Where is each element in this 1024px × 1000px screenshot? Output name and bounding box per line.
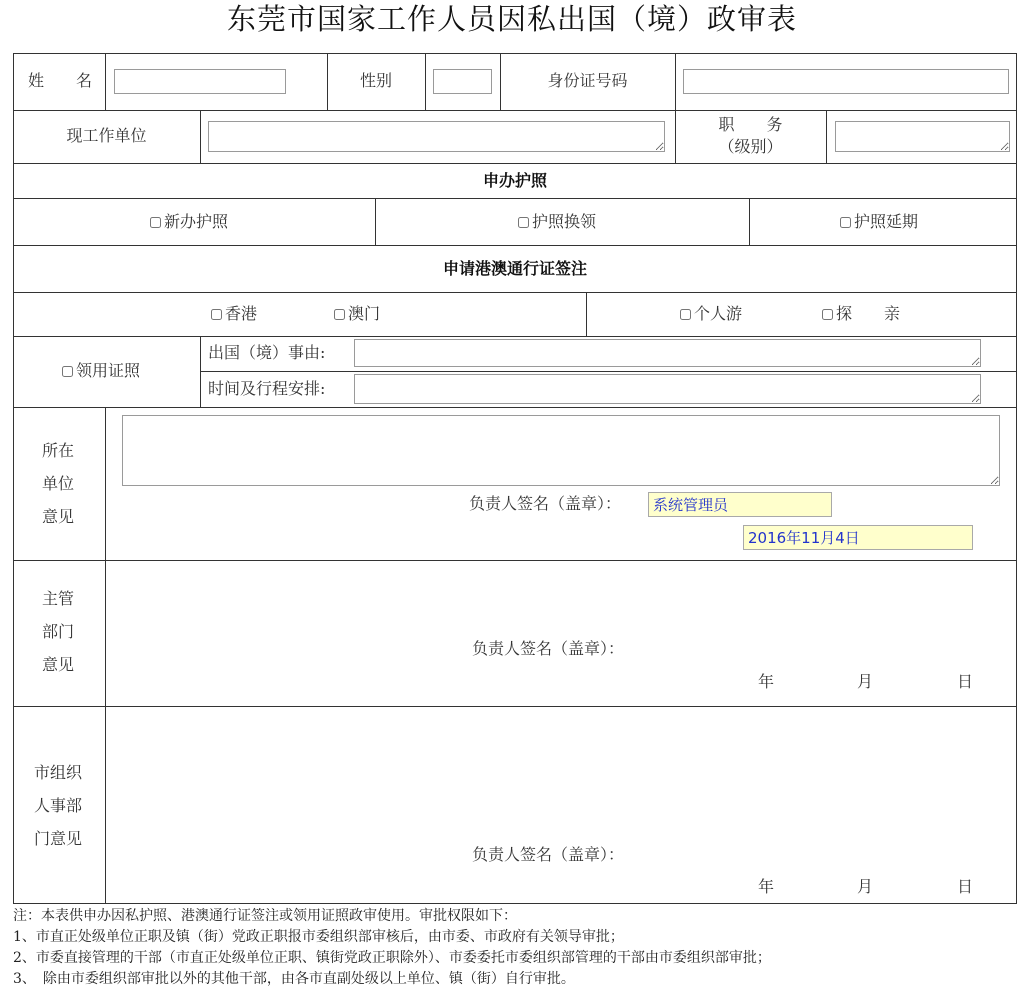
hongkong-option[interactable]: [211, 304, 257, 324]
passport-extension-label: 护照延期: [854, 212, 919, 231]
travel-reason-label: 出国（境）事由:: [208, 343, 326, 362]
org-month-label: 月: [857, 877, 874, 896]
row-divider: [13, 198, 1017, 199]
col-divider: [425, 53, 426, 110]
note-item: 1、市直正处级单位正职及镇（街）党政正职报市委组织部审核后，由市委、市政府有关领导审批；: [13, 929, 624, 945]
org-signature-label: 负责人签名（盖章）：: [472, 845, 625, 864]
col-divider: [105, 53, 106, 110]
name-label: 姓 名: [28, 71, 93, 90]
org-opinion-label-line: 人事部: [33, 796, 82, 815]
new-passport-label: 新办护照: [164, 212, 229, 231]
org-opinion-label-line: 门意见: [33, 829, 82, 848]
org-year-label: 年: [758, 877, 775, 896]
org-opinion-label-line: 市组织: [33, 763, 82, 782]
macau-checkbox[interactable]: [334, 309, 345, 320]
macau-option[interactable]: [334, 304, 380, 324]
org-opinion-label: [13, 756, 103, 855]
hongkong-label: 香港: [225, 304, 258, 323]
row-divider: [13, 560, 1017, 561]
passport-renewal-label: 护照换领: [532, 212, 597, 231]
new-passport-option[interactable]: [150, 212, 228, 232]
passport-section-header: 申办护照: [482, 171, 547, 190]
family-visit-option[interactable]: [822, 304, 900, 324]
position-input[interactable]: [835, 121, 1010, 152]
row-divider: [13, 292, 1017, 293]
dept-opinion-label-line: 主管: [41, 589, 74, 608]
hkmo-section-header: 申请港澳通行证签注: [442, 259, 587, 278]
family-visit-label: 探 亲: [836, 304, 901, 323]
unit-opinion-label-line: 所在: [41, 441, 74, 460]
individual-travel-checkbox[interactable]: [680, 309, 691, 320]
col-divider: [586, 292, 587, 336]
note-intro: 注：本表供申办因私护照、港澳通行证签注或领用证照政审使用。审批权限如下：: [13, 908, 517, 924]
certificate-option[interactable]: [62, 361, 140, 381]
row-divider: [200, 371, 1017, 372]
unit-opinion-label-line: 单位: [41, 474, 74, 493]
dept-opinion-label: [13, 582, 103, 681]
unit-signature-label: 负责人签名（盖章）：: [469, 494, 622, 513]
row-divider: [13, 706, 1017, 707]
passport-renewal-checkbox[interactable]: [518, 217, 529, 228]
dept-year-label: 年: [758, 672, 775, 691]
note-item: 2、市委直接管理的干部（市直正处级单位正职、镇街党政正职除外）、市委委托市委组织部管理的干部由市委组织部审批；: [13, 950, 771, 966]
form-title: 东莞市国家工作人员因私出国（境）政审表: [226, 2, 797, 36]
position-level-label: （级别）: [718, 137, 783, 156]
new-passport-checkbox[interactable]: [150, 217, 161, 228]
row-divider: [13, 407, 1017, 408]
certificate-checkbox[interactable]: [62, 366, 73, 377]
position-label: 职 务: [718, 115, 783, 134]
macau-label: 澳门: [348, 304, 381, 323]
schedule-label: 时间及行程安排:: [208, 379, 326, 398]
row-divider: [13, 163, 1017, 164]
work-unit-label: 现工作单位: [66, 126, 147, 145]
dept-opinion-label-line: 部门: [41, 622, 74, 641]
col-divider: [749, 198, 750, 245]
travel-reason-input[interactable]: [354, 339, 981, 367]
id-number-input[interactable]: [683, 69, 1009, 94]
dept-month-label: 月: [857, 672, 874, 691]
gender-input[interactable]: [433, 69, 492, 94]
gender-label: 性别: [359, 71, 392, 90]
row-divider: [13, 245, 1017, 246]
col-divider: [826, 110, 827, 163]
name-input[interactable]: [114, 69, 286, 94]
dept-day-label: 日: [957, 672, 974, 691]
family-visit-checkbox[interactable]: [822, 309, 833, 320]
unit-opinion-input[interactable]: [122, 415, 1000, 486]
passport-extension-option[interactable]: [840, 212, 918, 232]
row-divider: [13, 110, 1017, 111]
individual-travel-option[interactable]: [680, 304, 742, 324]
individual-travel-label: 个人游: [694, 304, 743, 323]
passport-extension-checkbox[interactable]: [840, 217, 851, 228]
unit-opinion-label-line: 意见: [41, 507, 74, 526]
unit-date-field[interactable]: [743, 525, 973, 550]
schedule-input[interactable]: [354, 374, 981, 404]
hongkong-checkbox[interactable]: [211, 309, 222, 320]
org-day-label: 日: [957, 877, 974, 896]
row-divider: [13, 336, 1017, 337]
note-item: 3、 除由市委组织部审批以外的其他干部，由各市直副处级以上单位、镇（街）自行审批。: [13, 971, 575, 987]
col-divider: [375, 198, 376, 245]
certificate-label: 领用证照: [76, 361, 141, 380]
unit-opinion-label: [13, 434, 103, 533]
work-unit-input[interactable]: [208, 121, 665, 152]
unit-signer-field[interactable]: [648, 492, 832, 517]
dept-opinion-label-line: 意见: [41, 655, 74, 674]
id-number-label: 身份证号码: [547, 71, 628, 90]
col-divider: [105, 407, 106, 904]
passport-renewal-option[interactable]: [518, 212, 596, 232]
col-divider: [200, 110, 201, 163]
dept-signature-label: 负责人签名（盖章）：: [472, 639, 625, 658]
col-divider: [200, 336, 201, 407]
